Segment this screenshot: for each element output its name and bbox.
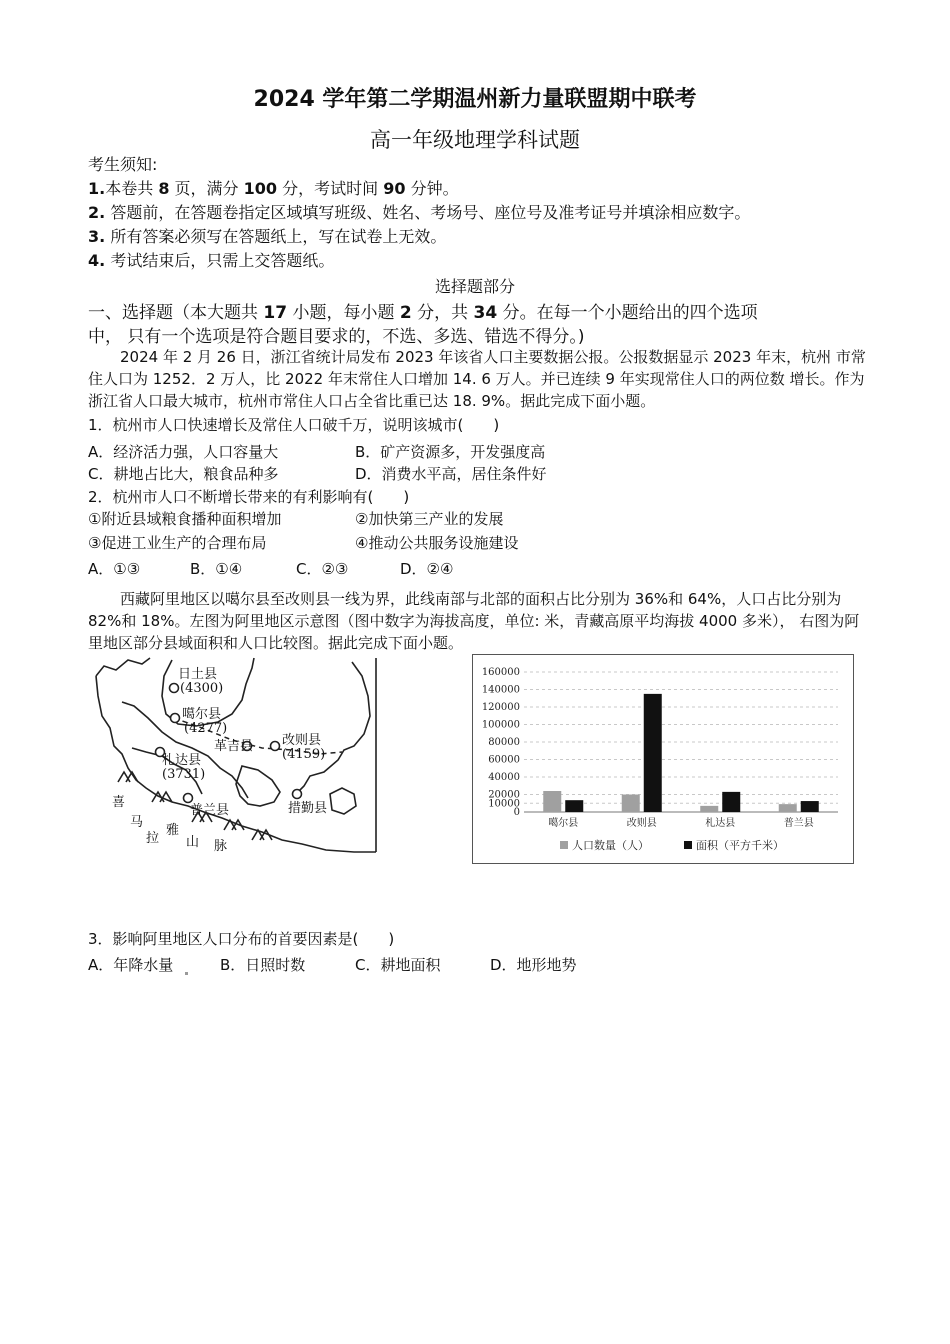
notice-heading: 考生须知: xyxy=(88,155,158,174)
question-1-option-d: D．消费水平高，居住条件好 xyxy=(355,465,547,483)
chart-bar xyxy=(722,792,740,812)
chart-bar xyxy=(543,791,561,812)
map-label-shan: 山 xyxy=(186,835,200,850)
chart-ytick-label: 120000 xyxy=(481,702,520,713)
question-3-option-b: B．日照时数 xyxy=(220,956,306,974)
chart-legend-label: 面积（平方千米） xyxy=(696,839,784,852)
chart-xtick-label: 札达县 xyxy=(705,818,736,829)
question-2-option-a: A．①③ xyxy=(88,560,141,578)
chart-bar xyxy=(779,804,797,812)
map-label-gaer: 噶尔县 xyxy=(182,707,222,722)
map-point-gaize xyxy=(271,742,280,751)
question-3-option-d: D．地形地势 xyxy=(490,956,577,974)
question-2-item-4: ④推动公共服务设施建设 xyxy=(355,534,519,552)
question-2-stem: 2．杭州市人口不断增长带来的有利影响有( ) xyxy=(88,488,410,506)
chart-ytick-label: 60000 xyxy=(488,754,520,766)
question-2-item-1: ①附近县域粮食播种面积增加 xyxy=(88,510,282,528)
part1-instructions-line2: 中， 只有一个选项是符合题目要求的，不选、多选、错选不得分。) xyxy=(88,327,585,347)
chart-ytick-label: 40000 xyxy=(488,772,520,783)
chart-ytick-label: 140000 xyxy=(481,684,520,696)
map-basin-outline xyxy=(236,766,280,806)
map-label-gaize: 改则县 xyxy=(282,733,322,748)
notice-item-1: 1.本卷共 8 页，满分 100 分，考试时间 90 分钟。 xyxy=(88,179,459,198)
chart-legend-swatch xyxy=(684,841,692,849)
chart-legend-label: 人口数量（人） xyxy=(572,839,649,852)
question-1-option-c: C．耕地占比大，粮食品种多 xyxy=(88,465,279,483)
question-1-option-a: A．经济活力强，人口容量大 xyxy=(88,443,279,461)
question-3-stem: 3．影响阿里地区人口分布的首要因素是( ) xyxy=(88,930,395,948)
chart-bar xyxy=(622,795,640,813)
notice-item-2: 2. 答题前，在答题卷指定区域填写班级、姓名、考场号、座位号及准考证号并填涂相应数字。 xyxy=(88,203,751,222)
map-point-gaer xyxy=(171,714,180,723)
map-label-zhada-height: (3731) xyxy=(162,767,206,782)
chart-bar xyxy=(700,806,718,812)
notice-item-4: 4. 考试结束后，只需上交答题纸。 xyxy=(88,251,335,270)
map-border-north xyxy=(96,658,150,676)
exam-subtitle: 高一年级地理学科试题 xyxy=(370,128,580,152)
chart-ytick-label: 10000 xyxy=(488,798,520,810)
chart-ytick-label: 20000 xyxy=(488,789,520,801)
passage-1: 2024 年 2 月 26 日，浙江省统计局发布 2023 年该省人口主要数据公报。公报数据显示 2023 年末，杭州 市常住人口为 1252．2 万人，比 2022 年末常住人口增加 14. 6 万人。并已连续 9 年实现常住人口的两位数 增长。作为浙江省人口最大城市，杭州市常住人口占全省比重已达 18. 9%。据此完成下面小题。 xyxy=(88,348,866,410)
map-label-gaer-height: (4277) xyxy=(184,721,228,736)
chart-ytick-label: 100000 xyxy=(481,719,520,731)
question-1-option-b: B．矿产资源多，开发强度高 xyxy=(355,443,546,461)
question-3-option-c: C．耕地面积 xyxy=(355,956,441,974)
question-3-option-a: A．年降水量 xyxy=(88,956,174,974)
question-2-option-c: C．②③ xyxy=(296,560,349,578)
map-label-la: 拉 xyxy=(146,831,160,846)
exam-title: 2024 学年第二学期温州新力量联盟期中联考 xyxy=(253,87,697,112)
chart-xtick-label: 改则县 xyxy=(626,818,657,829)
map-label-ya: 雅 xyxy=(166,823,180,838)
chart-ytick-label: 0 xyxy=(513,807,520,818)
chart-xtick-label: 噶尔县 xyxy=(548,818,579,829)
map-label-gaize-height: (4159) xyxy=(282,747,326,762)
ali-region-map xyxy=(92,656,382,854)
map-label-pulan: 普兰县 xyxy=(190,803,230,818)
map-label-ma: 马 xyxy=(130,815,144,830)
question-1-stem: 1．杭州市人口快速增长及常住人口破千万，说明该城市( ) xyxy=(88,416,500,434)
map-label-zhada: 札达县 xyxy=(162,753,202,768)
map-point-pulan xyxy=(184,794,193,803)
chart-legend-swatch xyxy=(560,841,568,849)
map-label-geji: 革吉县 xyxy=(214,739,254,754)
passage-2: 西藏阿里地区以噶尔县至改则县一线为界，此线南部与北部的面积占比分别为 36%和 64%，人口占比分别为 82%和 18%。左图为阿里地区示意图（图中数字为海拔高度，单位: 米，青藏高原平均海拔 4000 多米）， 右图为阿里地区部分县域面积和人口比较图。据此完成下面小题。 xyxy=(88,590,860,652)
map-label-ritu-height: (4300) xyxy=(180,681,224,696)
chart-xtick-label: 普兰县 xyxy=(783,818,814,829)
map-label-mai: 脉 xyxy=(214,839,228,854)
chart-bar xyxy=(644,694,662,812)
chart-bar xyxy=(801,801,819,812)
map-point-ritu xyxy=(170,684,179,693)
question-2-item-2: ②加快第三产业的发展 xyxy=(355,510,504,528)
chart-ytick-label: 80000 xyxy=(488,737,520,748)
section-title: 选择题部分 xyxy=(434,277,515,296)
county-area-population-chart xyxy=(472,654,854,864)
question-2-option-d: D．②④ xyxy=(400,560,454,578)
map-label-cuoqin: 措勤县 xyxy=(288,801,328,816)
notice-item-3: 3. 所有答案必须写在答题纸上，写在试卷上无效。 xyxy=(88,227,447,246)
question-2-item-3: ③促进工业生产的合理布局 xyxy=(88,534,267,552)
map-point-cuoqin xyxy=(293,790,302,799)
stray-dot xyxy=(185,972,188,975)
chart-bar xyxy=(565,800,583,812)
part1-instructions-line1: 一、选择题（本大题共 17 小题，每小题 2 分，共 34 分。在每一个小题给出的四个选项 xyxy=(88,303,758,323)
chart-ytick-label: 160000 xyxy=(481,667,520,678)
map-label-ritu: 日土县 xyxy=(178,667,218,682)
map-svg xyxy=(92,656,382,854)
chart-svg xyxy=(472,654,854,864)
question-2-option-b: B．①④ xyxy=(190,560,243,578)
map-lake-cuoqin xyxy=(330,788,356,814)
map-lake-outline-east xyxy=(296,662,370,794)
map-label-xi: 喜 xyxy=(112,795,126,810)
